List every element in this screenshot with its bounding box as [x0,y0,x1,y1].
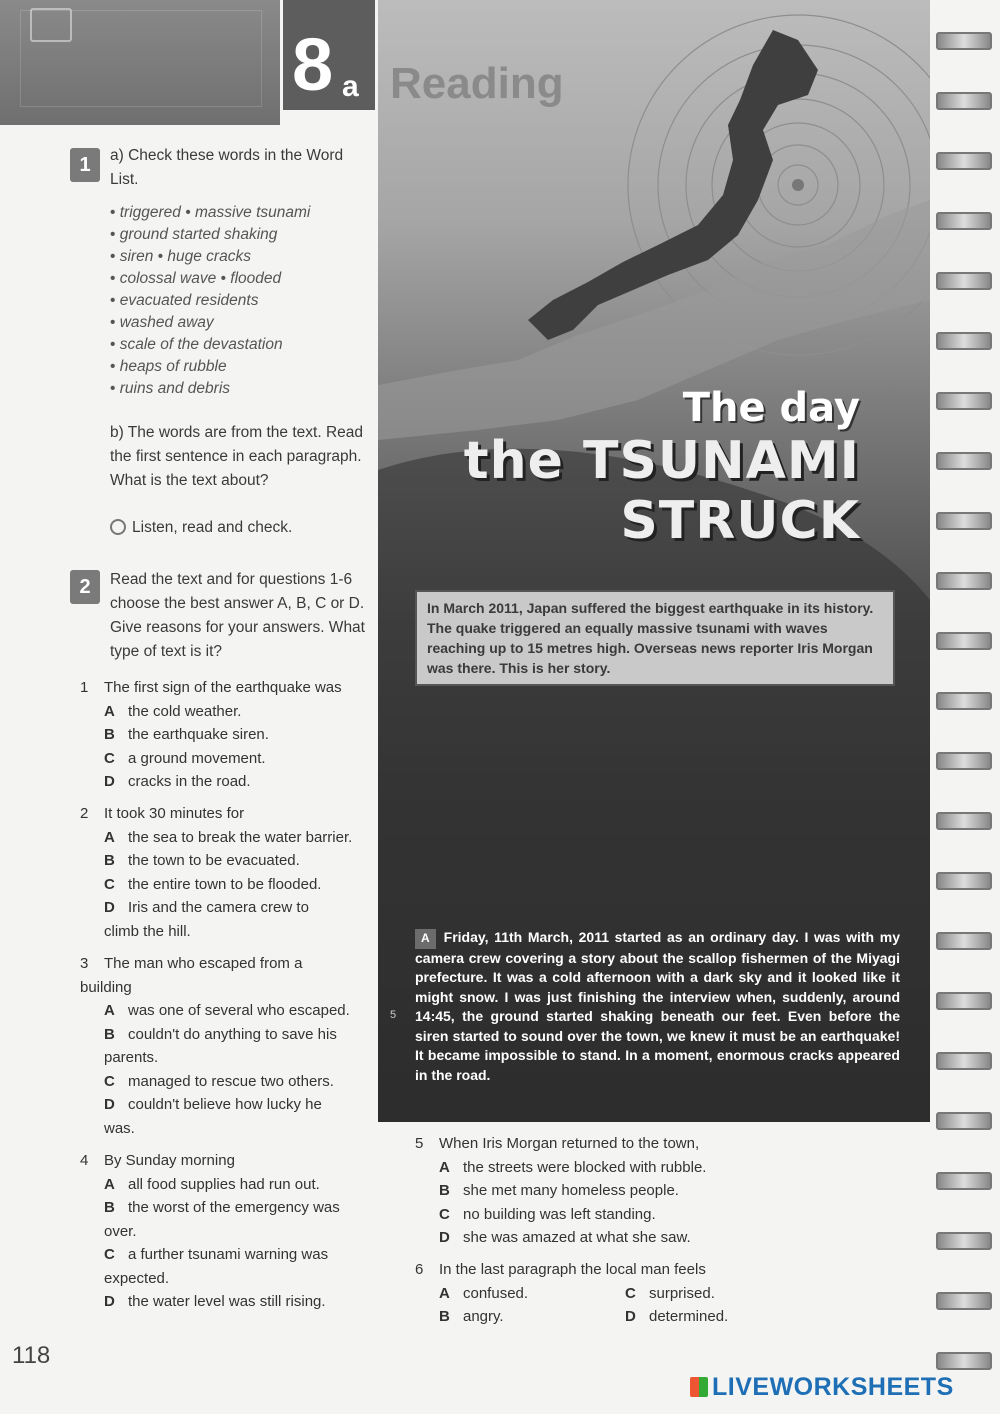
binding-ring [936,1292,992,1310]
option[interactable]: D determined. [625,1308,729,1325]
spiral-binding [930,0,1000,1414]
option[interactable]: C no building was left standing. [439,1205,656,1223]
binding-ring [936,632,992,650]
binding-ring [936,1172,992,1190]
option[interactable]: B she met many homeless people. [439,1182,679,1199]
line-number: 5 [390,1009,397,1021]
option[interactable]: A confused. [439,1284,529,1302]
binding-ring [936,572,992,590]
story-title [420,385,860,551]
word-item: • scale of the devastation [110,334,370,356]
question-1: 1 The first sign of the earthquake was A the cold weather. B the earthquake siren. C a ground movement. D cracks in the road. [80,676,380,794]
option[interactable]: A all food supplies had run out. [104,1175,320,1193]
exercise-1-part-b: b) The words are from the text. Read the first sentence in each paragraph. What is the text about? [110,424,363,489]
question-4: 4 By Sunday morning A all food supplies had run out. B the worst of the emergency was over. C a further tsunami warning was expected. D the water level was still rising. [80,1149,380,1314]
option[interactable]: A the streets were blocked with rubble. [439,1158,707,1176]
binding-ring [936,1052,992,1070]
listen-instruction [110,516,370,540]
exercise-1-part-a: a) Check these words in the Word List. [110,147,344,188]
option[interactable]: D couldn't believe how lucky he was. [104,1096,322,1137]
binding-ring [936,692,992,710]
binding-ring [936,872,992,890]
binding-ring [936,992,992,1010]
question-5: 5 When Iris Morgan returned to the town, A the streets were blocked with rubble. B she met many homeless people. C no building was left standing. D she was amazed at what she saw. [415,1132,835,1250]
binding-ring [936,512,992,530]
option[interactable]: D the water level was still rising. [104,1293,326,1310]
option[interactable]: B couldn't do anything to save his parents. [104,1025,337,1066]
exercise-2-instruction: Read the text and for questions 1-6 choose the best answer A, B, C or D. Give reasons for your answers. What type of text is it? [110,571,365,660]
binding-ring [936,1232,992,1250]
option[interactable]: C a further tsunami warning was expected. [104,1246,329,1287]
binding-ring [936,272,992,290]
binding-ring [936,92,992,110]
word-item: • siren • huge cracks [110,246,370,268]
option[interactable]: A the sea to break the water barrier. [104,828,353,846]
binding-ring [936,32,992,50]
binding-ring [936,812,992,830]
question-3: 3 The man who escaped from a building A was one of several who escaped. B couldn't do anything to save his parents. C managed to rescue two others. D couldn't believe how lucky he was. [80,952,380,1140]
liveworksheets-icon [690,1377,708,1397]
word-item: • colossal wave • flooded [110,268,370,290]
word-item: • ruins and debris [110,378,370,400]
unit-letter: a [342,70,359,103]
option[interactable]: D Iris and the camera crew to climb the hill. [104,899,309,940]
option[interactable]: B the earthquake siren. [104,726,269,743]
word-item: • ground started shaking [110,224,370,246]
binding-ring [936,1112,992,1130]
binding-ring [936,332,992,350]
story-title-line3: STRUCK [620,491,860,551]
story-paragraph-a [415,928,900,1085]
page-number: 118 [12,1342,51,1369]
option[interactable]: D she was amazed at what she saw. [439,1229,691,1246]
binding-ring [936,152,992,170]
option[interactable]: A was one of several who escaped. [104,1002,350,1019]
audio-icon[interactable] [110,519,126,535]
story-intro-box: In March 2011, Japan suffered the biggest earthquake in its history. The quake triggered an equally massive tsunami with waves reaching up to 15 metres high. Overseas news reporter Iris Morgan was there. This is her story. [415,590,895,686]
question-6: 6 In the last paragraph the local man feels A confused. B angry. C surprised. D determined. [415,1258,835,1329]
binding-ring [936,1352,992,1370]
word-item: • triggered • massive tsunami [110,202,370,224]
banner-square-decoration [30,8,72,42]
word-item: • evacuated residents [110,290,370,312]
listen-text: Listen, read and check. [132,519,293,536]
story-title-line2: the TSUNAMI [463,431,860,491]
option[interactable]: B the town to be evacuated. [104,852,300,869]
option[interactable]: B angry. [439,1308,504,1325]
option[interactable]: C the entire town to be flooded. [104,875,322,893]
binding-ring [936,932,992,950]
option[interactable]: A the cold weather. [104,702,242,720]
option[interactable]: B the worst of the emergency was over. [104,1199,340,1240]
question-2: 2 It took 30 minutes for A the sea to break the water barrier. B the town to be evacuated. C the entire town to be flooded. D Iris and the camera crew to climb the hill. [80,802,380,943]
header-banner [0,0,280,125]
paragraph-a-text: Friday, 11th March, 2011 started as an ordinary day. I was with my camera crew covering a story about the scallop fishermen of the Miyagi prefecture. It was a cold afternoon with a dark sky and it looked like it might snow. I was just finishing the interview when, suddenly, around 14:45, the ground started shaking beneath our feet. Even before the siren started to sound over the town, we knew it must be an earthquake! It became impossible to stand. In a moment, enormous cracks appeared in the road. [415,929,900,1083]
binding-ring [936,752,992,770]
word-item: • washed away [110,312,370,334]
option[interactable]: C a ground movement. [104,749,266,767]
word-item: • heaps of rubble [110,356,370,378]
exercise-1-badge: 1 [70,148,100,182]
liveworksheets-logo: LIVEWORKSHEETS [690,1373,954,1402]
unit-number: 8 [292,23,334,106]
exercise-2-badge: 2 [70,570,100,604]
binding-ring [936,452,992,470]
paragraph-tag: A [415,929,436,949]
option[interactable]: C managed to rescue two others. [104,1072,334,1090]
binding-ring [936,212,992,230]
section-title: Reading [390,59,564,108]
binding-ring [936,392,992,410]
word-list [110,202,370,400]
option[interactable]: C surprised. [625,1284,715,1302]
option[interactable]: D cracks in the road. [104,773,251,790]
story-title-line1: The day [682,385,860,431]
